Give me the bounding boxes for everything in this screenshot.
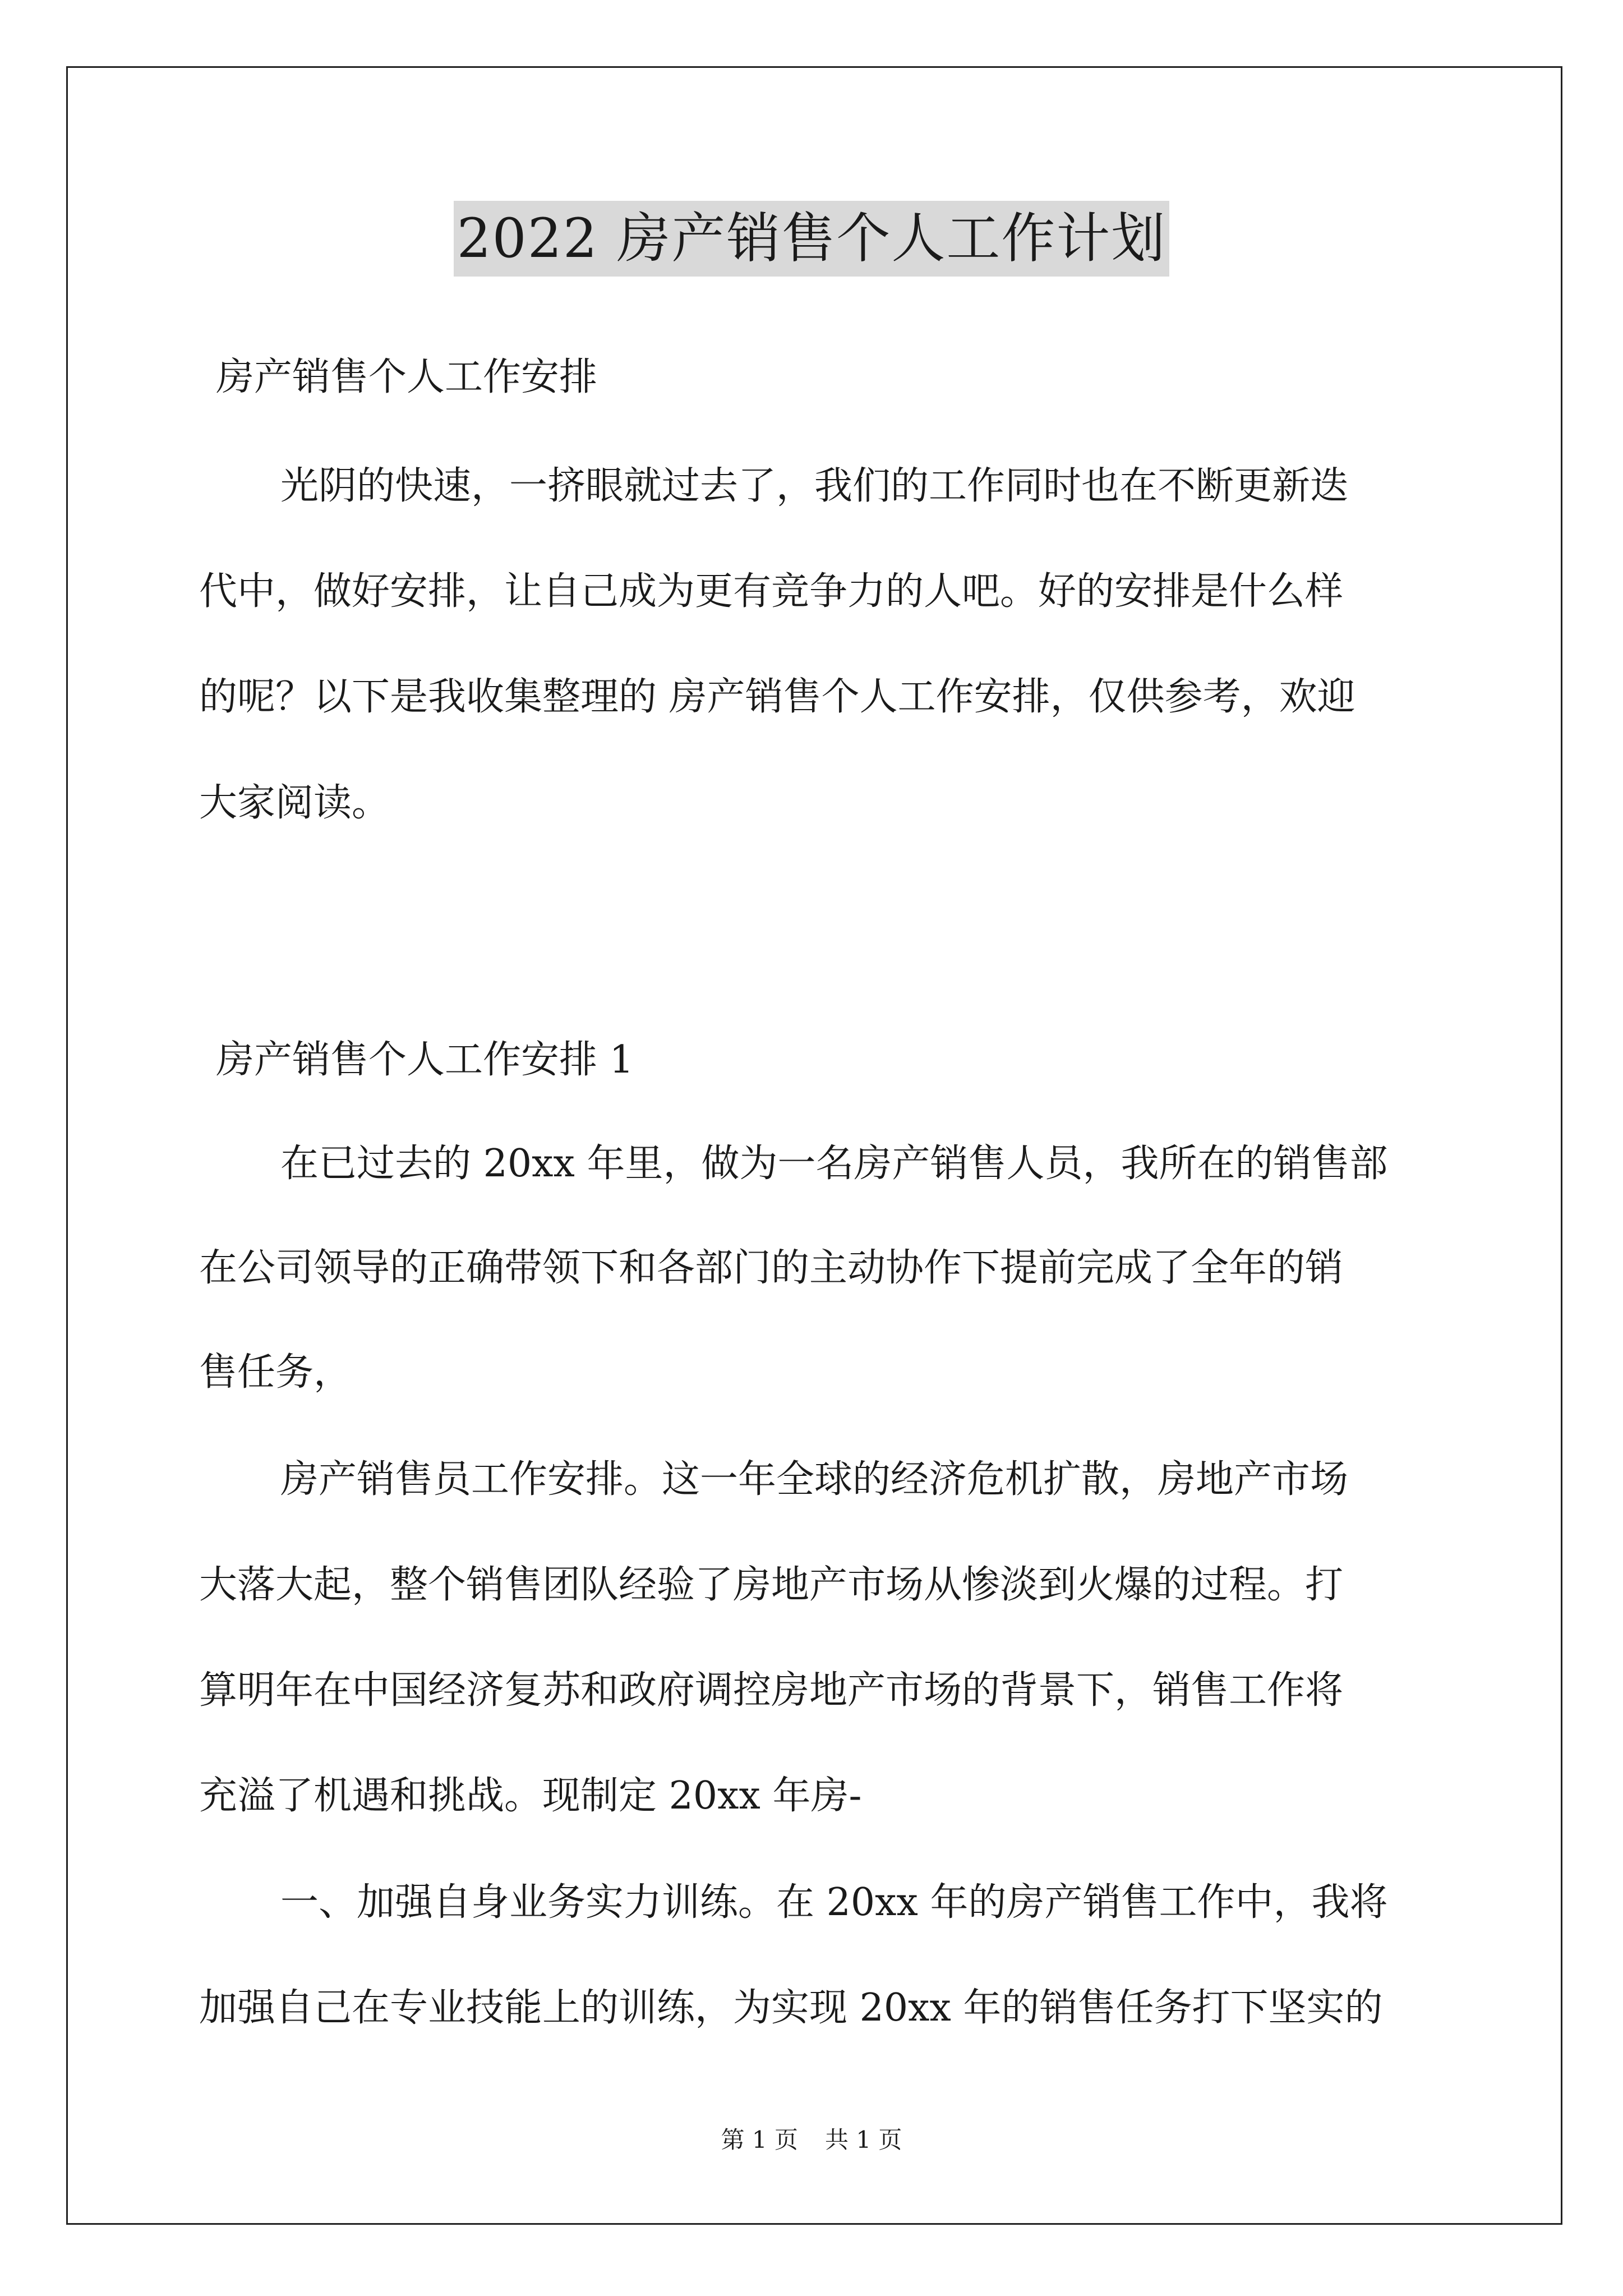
intro-line: 光阴的快速，一挤眼就过去了，我们的工作同时也在不断更新迭 xyxy=(280,464,1349,508)
paragraph-line: 加强自己在专业技能上的训练，为实现 20xx 年的销售任务打下坚实的 xyxy=(199,1986,1383,2030)
paragraph-line: 在已过去的 20xx 年里，做为一名房产销售人员，我所在的销售部 xyxy=(280,1142,1388,1186)
paragraph-line: 房产销售员工作安排。这一年全球的经济危机扩散，房地产市场 xyxy=(280,1457,1349,1502)
paragraph-line: 算明年在中国经济复苏和政府调控房地产市场的背景下，销售工作将 xyxy=(199,1668,1344,1713)
page-footer xyxy=(0,2123,1623,2157)
document-title: 2022 房产销售个人工作计划 xyxy=(454,201,1170,277)
paragraph-line: 一、加强自身业务实力训练。在 20xx 年的房产销售工作中，我将 xyxy=(280,1880,1388,1925)
intro-line: 的呢？以下是我收集整理的 房产销售个人工作安排，仅供参考，欢迎 xyxy=(199,675,1355,719)
paragraph-line: 售任务， xyxy=(199,1350,352,1395)
intro-line: 代中，做好安排，让自己成为更有竞争力的人吧。好的安排是什么样 xyxy=(199,569,1344,614)
subtitle: 房产销售个人工作安排 xyxy=(216,355,598,399)
page-number: 第 1 页 xyxy=(721,2126,798,2154)
section-heading: 房产销售个人工作安排 1 xyxy=(216,1038,634,1082)
paragraph-line: 充溢了机遇和挑战。现制定 20xx 年房- xyxy=(199,1774,862,1818)
page-total: 共 1 页 xyxy=(825,2126,902,2154)
title-container xyxy=(0,201,1623,277)
intro-line: 大家阅读。 xyxy=(199,781,390,825)
paragraph-line: 大落大起，整个销售团队经验了房地产市场从惨淡到火爆的过程。打 xyxy=(199,1563,1344,1607)
paragraph-line: 在公司领导的正确带领下和各部门的主动协作下提前完成了全年的销 xyxy=(199,1246,1344,1290)
